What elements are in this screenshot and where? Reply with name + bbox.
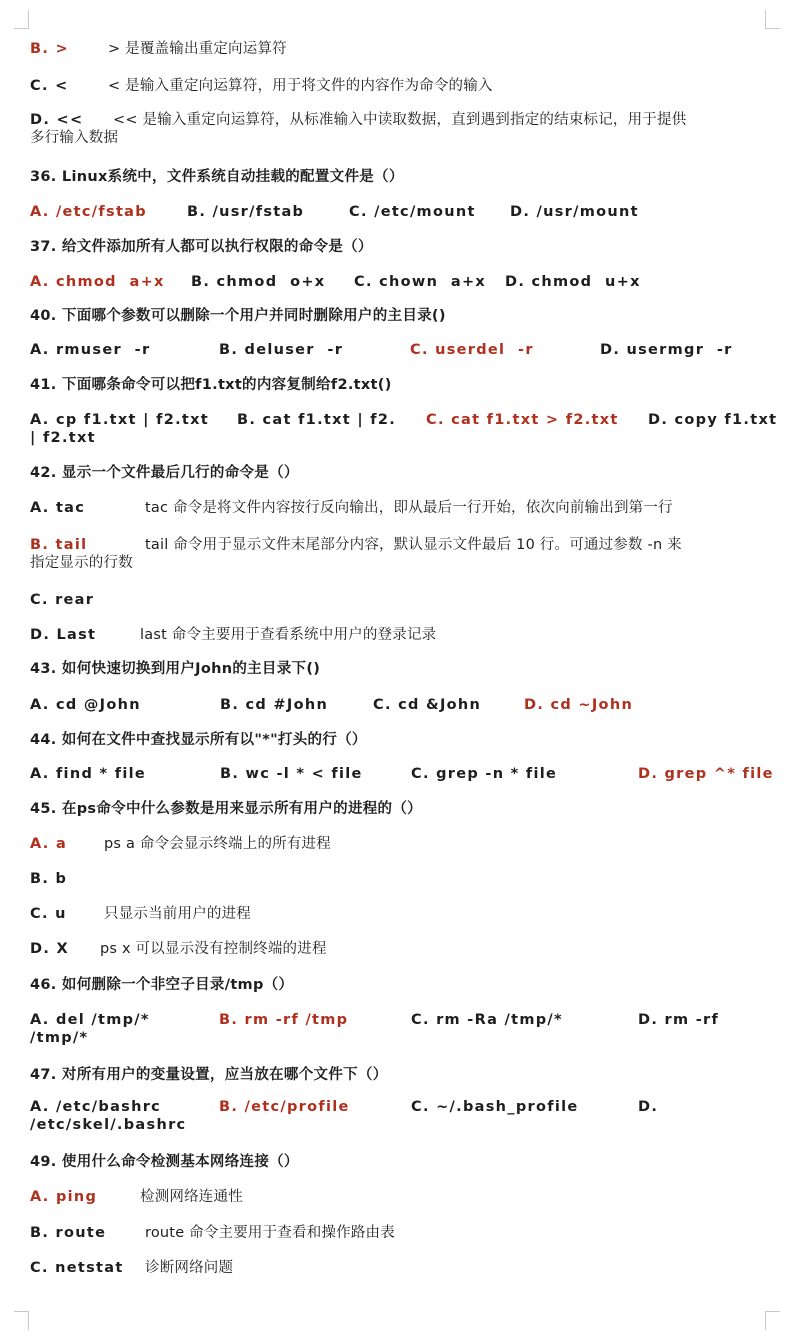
crop-mark-bottom-left <box>14 1311 29 1330</box>
answer-option: A. cp f1.txt | f2.txt <box>30 412 210 428</box>
question-text: 42. 显示一个文件最后几行的命令是（） <box>30 465 299 481</box>
answer-option: C. chown a+x <box>354 274 487 290</box>
answer-option: D. chmod u+x <box>505 274 641 290</box>
answer-option: C. cd &John <box>373 697 482 713</box>
answer-option-continued: /tmp/* <box>30 1030 89 1046</box>
option-label: B. route <box>30 1225 107 1241</box>
answer-option: A. find * file <box>30 766 146 782</box>
option-label: C. rear <box>30 592 95 608</box>
question-line <box>30 307 780 325</box>
answer-option: C. userdel -r <box>410 342 534 358</box>
question-line <box>30 168 780 186</box>
answer-option: D. copy f1.txt <box>648 412 778 428</box>
answer-option: B. wc -l * < file <box>220 766 363 782</box>
option-note: ps a 命令会显示终端上的所有进程 <box>104 836 331 852</box>
answer-option: A. /etc/fstab <box>30 204 147 220</box>
answer-option: B. cd #John <box>220 697 329 713</box>
answer-option: C. rm -Ra /tmp/* <box>411 1012 563 1028</box>
answer-option: C. grep -n * file <box>411 766 558 782</box>
answer-option: D. rm -rf <box>638 1012 720 1028</box>
option-label: B. tail <box>30 537 88 553</box>
question-line <box>30 976 780 994</box>
question-line <box>30 376 780 394</box>
answer-option: D. usermgr -r <box>600 342 733 358</box>
option-label: B. > <box>30 41 69 57</box>
question-text: 37. 给文件添加所有人都可以执行权限的命令是（） <box>30 239 373 255</box>
question-line <box>30 464 780 482</box>
option-note: ps x 可以显示没有控制终端的进程 <box>100 941 327 957</box>
crop-mark-top-left <box>14 10 29 29</box>
answer-option: D. grep ^* file <box>638 766 774 782</box>
option-note-continued: 指定显示的行数 <box>30 555 133 571</box>
answer-option: D. cd ~John <box>524 697 634 713</box>
option-note: tac 命令是将文件内容按行反向输出，即从最后一行开始，依次向前输出到第一行 <box>145 500 673 516</box>
option-label: D. X <box>30 941 69 957</box>
answer-option: B. rm -rf /tmp <box>219 1012 349 1028</box>
question-line <box>30 660 780 678</box>
answer-option: C. /etc/mount <box>349 204 476 220</box>
question-line <box>30 238 780 256</box>
question-text: 41. 下面哪条命令可以把f1.txt的内容复制给f2.txt() <box>30 377 392 393</box>
answer-option: A. rmuser -r <box>30 342 151 358</box>
option-note: tail 命令用于显示文件末尾部分内容，默认显示文件最后 10 行。可通过参数 -n 来 <box>145 537 682 553</box>
option-label: A. a <box>30 836 68 852</box>
question-line <box>30 1066 780 1084</box>
question-text: 44. 如何在文件中查找显示所有以"*"打头的行（） <box>30 732 367 748</box>
question-text: 46. 如何删除一个非空子目录/tmp（） <box>30 977 294 993</box>
option-note-continued: 多行输入数据 <box>30 130 119 146</box>
answer-option: C. ~/.bash_profile <box>411 1099 579 1115</box>
question-line <box>30 731 780 749</box>
answer-option: D. /usr/mount <box>510 204 639 220</box>
option-label: C. u <box>30 906 67 922</box>
option-note: < 是输入重定向运算符，用于将文件的内容作为命令的输入 <box>108 78 493 94</box>
crop-mark-top-right <box>765 10 780 29</box>
answer-option-continued: /etc/skel/.bashrc <box>30 1117 187 1133</box>
question-line <box>30 800 780 818</box>
option-label: D. Last <box>30 627 97 643</box>
question-text: 36. Linux系统中，文件系统自动挂载的配置文件是（） <box>30 169 404 185</box>
answer-option: B. chmod o+x <box>191 274 326 290</box>
answer-option: B. /usr/fstab <box>187 204 305 220</box>
option-label: C. < <box>30 78 69 94</box>
answer-option: B. cat f1.txt | f2. <box>237 412 397 428</box>
answer-option: A. chmod a+x <box>30 274 165 290</box>
option-label: C. netstat <box>30 1260 124 1276</box>
option-label: B. b <box>30 871 68 887</box>
option-note: route 命令主要用于查看和操作路由表 <box>145 1225 395 1241</box>
option-note: 只显示当前用户的进程 <box>104 906 251 922</box>
question-text: 49. 使用什么命令检测基本网络连接（） <box>30 1154 299 1170</box>
question-text: 40. 下面哪个参数可以删除一个用户并同时删除用户的主目录() <box>30 308 446 324</box>
answer-option: A. cd @John <box>30 697 141 713</box>
option-label: A. tac <box>30 500 86 516</box>
answer-option-continued: | f2.txt <box>30 430 96 446</box>
answer-option: B. /etc/profile <box>219 1099 350 1115</box>
question-text: 43. 如何快速切换到用户John的主目录下() <box>30 661 321 677</box>
answer-option: A. /etc/bashrc <box>30 1099 162 1115</box>
option-label: D. << <box>30 112 84 128</box>
option-note: last 命令主要用于查看系统中用户的登录记录 <box>140 627 437 643</box>
option-label: A. ping <box>30 1189 98 1205</box>
option-note: 检测网络连通性 <box>140 1189 243 1205</box>
option-note: 诊断网络问题 <box>145 1260 234 1276</box>
answer-option: C. cat f1.txt > f2.txt <box>426 412 619 428</box>
answer-option: D. <box>638 1099 659 1115</box>
option-note: > 是覆盖输出重定向运算符 <box>108 41 287 57</box>
question-text: 47. 对所有用户的变量设置，应当放在哪个文件下（） <box>30 1067 388 1083</box>
answer-option: B. deluser -r <box>219 342 344 358</box>
crop-mark-bottom-right <box>765 1311 780 1330</box>
question-line <box>30 1153 780 1171</box>
question-text: 45. 在ps命令中什么参数是用来显示所有用户的进程的（） <box>30 801 422 817</box>
answer-option: A. del /tmp/* <box>30 1012 150 1028</box>
option-note: << 是输入重定向运算符，从标准输入中读取数据，直到遇到指定的结束标记，用于提供 <box>113 112 687 128</box>
